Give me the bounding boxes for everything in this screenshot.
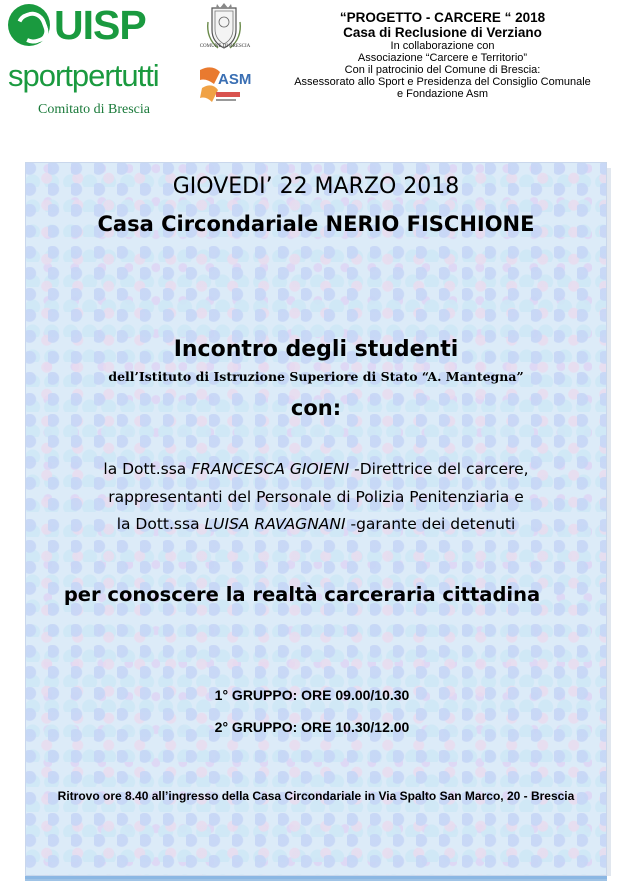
uisp-subtitle: Comitato di Brescia [38, 102, 150, 117]
group-schedule-2: 2° GRUPPO: ORE 10.30/12.00 [214, 719, 410, 735]
header-line: e Fondazione Asm [396, 88, 489, 100]
event-panel [25, 162, 607, 879]
participant-name: LUISA RAVAGNANI [204, 515, 346, 533]
header-text [270, 10, 615, 100]
participant-name: FRANCESCA GIOIENI [191, 460, 350, 478]
meeting-info: Ritrovo ore 8.40 all’ingresso della Casa Circondariale in Via Spalto San Marco, 20 - Brescia [57, 789, 575, 803]
participant-line-1: la Dott.ssa FRANCESCA GIOIENI -Direttrice del carcere, [103, 460, 529, 478]
header-line: In collaborazione con [390, 40, 495, 52]
uisp-emblem-icon [8, 4, 50, 46]
project-subtitle: Casa di Reclusione di Verziano [343, 25, 542, 40]
participant-line-3: la Dott.ssa LUISA RAVAGNANI -garante dei detenuti [116, 515, 516, 533]
project-title: “PROGETTO - CARCERE “ 2018 [339, 10, 546, 25]
uisp-tagline: sportpertutti [8, 58, 159, 93]
event-date: GIOVEDI’ 22 MARZO 2018 [172, 174, 460, 199]
group-schedule-1: 1° GRUPPO: ORE 09.00/10.30 [214, 687, 410, 703]
event-school: dell’Istituto di Istruzione Superiore di Stato “A. Mantegna” [108, 369, 524, 384]
event-venue: Casa Circondariale NERIO FISCHIONE [97, 212, 535, 236]
event-purpose: per conoscere la realtà carceraria cittadina [63, 583, 541, 606]
header-line: Assessorato allo Sport e Presidenza del Consiglio Comunale [294, 76, 591, 88]
event-con: con: [290, 396, 342, 420]
uisp-brand: UISP [54, 2, 146, 48]
header-line: Con il patrocinio del Comune di Brescia: [344, 64, 541, 76]
participant-line-2: rappresentanti del Personale di Polizia Penitenziaria e [108, 488, 524, 506]
header-line: Associazione “Carcere e Territorio” [357, 52, 528, 64]
uisp-logo [8, 4, 178, 122]
panel-shadow [607, 168, 611, 876]
event-title: Incontro degli studenti [173, 337, 459, 362]
asm-logo-text: ASM [218, 71, 252, 88]
asm-logo-icon [198, 62, 252, 106]
comune-label: COMUNE DI BRESCIA [199, 44, 251, 49]
